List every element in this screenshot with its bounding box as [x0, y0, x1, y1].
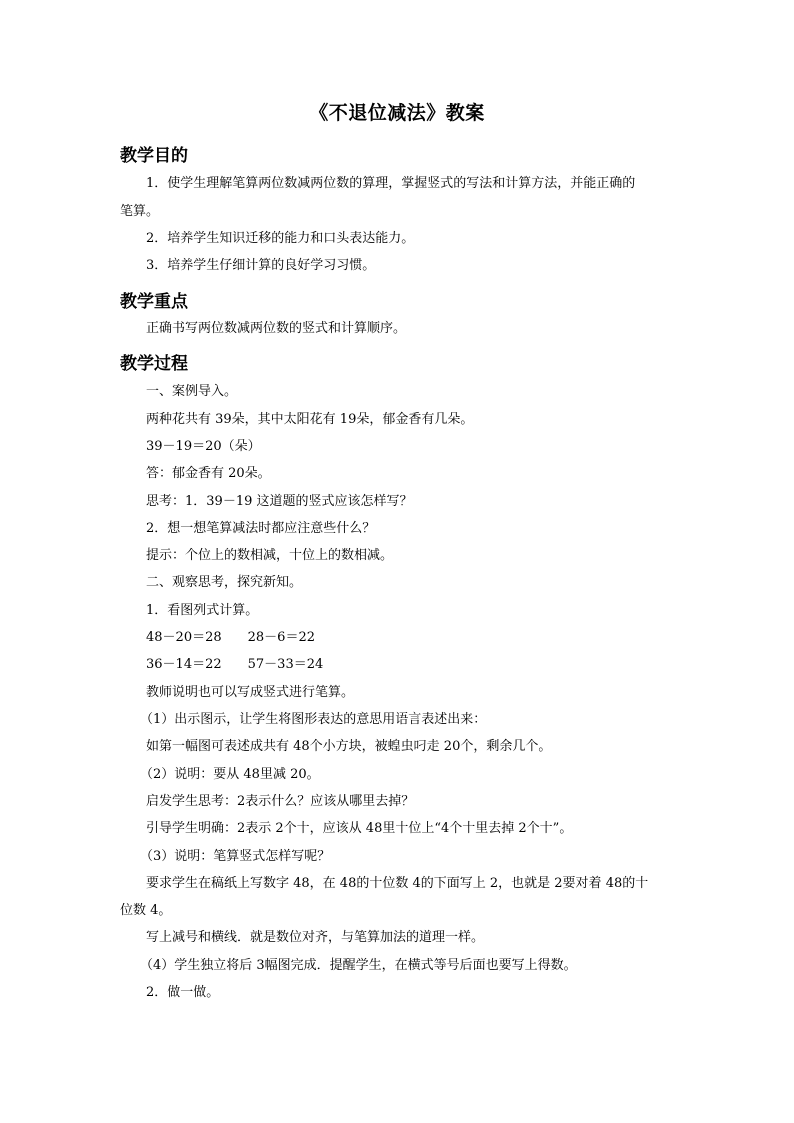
process-line: （1）出示图示，让学生将图形表达的意思用语言表述出来：: [140, 712, 487, 727]
process-line: 两种花共有 39朵，其中太阳花有 19朵，郁金香有几朵。: [146, 412, 474, 427]
keypoint-line: 正确书写两位数减两位数的竖式和计算顺序。: [146, 321, 407, 336]
equation: 28－6＝22: [247, 630, 315, 645]
equation: 48－20＝28: [146, 630, 222, 645]
section-heading-keypoints: 教学重点: [120, 292, 188, 312]
objective-line: 3．培养学生仔细计算的良好学习习惯。: [146, 258, 376, 273]
process-line: 2．想一想笔算减法时都应注意些什么？: [146, 521, 376, 536]
section-heading-process: 教学过程: [120, 354, 188, 374]
process-line: 启发学生思考：2表示什么？应该从哪里去掉？: [146, 794, 415, 809]
equation-row: [146, 658, 323, 671]
process-line: 引导学生明确：2表示 2个十，应该从 48里十位上“4个十里去掉 2个十”。: [146, 821, 573, 836]
objective-line: 笔算。: [120, 204, 160, 219]
process-line: 1．看图列式计算。: [146, 603, 259, 618]
equation: 36－14＝22: [146, 657, 222, 672]
process-line: 写上减号和横线．就是数位对齐，与笔算加法的道理一样。: [146, 930, 485, 945]
process-line: 教师说明也可以写成竖式进行笔算。: [146, 685, 355, 700]
document-title: 《不退位减法》教案: [309, 102, 485, 124]
objective-line: 1．使学生理解笔算两位数减两位数的算理，掌握竖式的写法和计算方法，并能正确的: [146, 176, 636, 191]
process-line: （2）说明：要从 48里减 20。: [140, 767, 320, 782]
process-line: 要求学生在稿纸上写数字 48，在 48的十位数 4的下面写上 2，也就是 2要对着 48的十: [146, 876, 649, 891]
process-line: （4）学生独立将后 3幅图完成．提醒学生，在横式等号后面也要写上得数。: [140, 958, 577, 973]
process-line: 2．做一做。: [146, 985, 220, 1000]
equation-row: [146, 631, 315, 644]
process-line: 二、观察思考，探究新知。: [146, 575, 303, 590]
process-line: 位数 4。: [120, 903, 172, 918]
process-line: 39－19＝20（朵）: [146, 439, 261, 454]
process-line: 一、案例导入。: [146, 384, 238, 399]
process-line: 如第一幅图可表述成共有 48个小方块，被蝗虫叼走 20个，剩余几个。: [146, 739, 552, 754]
process-line: 提示：个位上的数相减，十位上的数相减。: [146, 548, 394, 563]
objective-line: 2．培养学生知识迁移的能力和口头表达能力。: [146, 231, 415, 246]
process-line: 答：郁金香有 20朵。: [146, 466, 271, 481]
equation: 57－33＝24: [247, 657, 324, 672]
process-line: 思考：1．39－19 这道题的竖式应该怎样写？: [146, 494, 413, 509]
process-line: （3）说明：笔算竖式怎样写呢？: [140, 849, 331, 864]
section-heading-objectives: 教学目的: [120, 146, 188, 166]
